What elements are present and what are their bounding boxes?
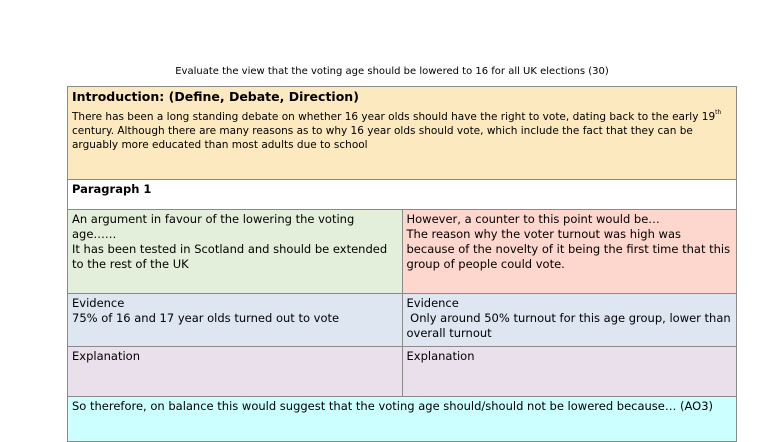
counter-text: The reason why the voter turnout was high was because of the novelty of it being the first time that this group of people could vote. <box>406 227 731 271</box>
argument-row <box>68 210 737 294</box>
introduction-heading: Introduction: (Define, Debate, Direction) <box>72 89 359 104</box>
explanation-right-label: Explanation <box>406 349 475 363</box>
evidence-left-cell <box>68 294 403 347</box>
explanation-right-cell <box>402 347 737 397</box>
argument-text: It has been tested in Scotland and should be extended to the rest of the UK <box>72 242 388 271</box>
introduction-text <box>72 110 732 152</box>
explanation-left-cell <box>68 347 403 397</box>
explanation-row <box>68 347 737 397</box>
evidence-left-label: Evidence <box>72 296 125 310</box>
introduction-cell <box>68 87 737 180</box>
introduction-row <box>68 87 737 180</box>
paragraph-heading: Paragraph 1 <box>68 180 737 210</box>
explanation-left-label: Explanation <box>72 349 140 363</box>
evidence-row <box>68 294 737 347</box>
argument-cell <box>68 210 403 294</box>
evidence-right-label: Evidence <box>406 296 459 310</box>
essay-plan-table <box>67 86 737 442</box>
evidence-right-text: Only around 50% turnout for this age group, lower than overall turnout <box>406 311 735 340</box>
argument-prompt: An argument in favour of the lowering the voting age…… <box>72 212 355 241</box>
evidence-left-text: 75% of 16 and 17 year olds turned out to vote <box>72 311 340 325</box>
page-title: Evaluate the view that the voting age should be lowered to 16 for all UK elections (30) <box>175 66 609 77</box>
counter-argument-cell <box>402 210 737 294</box>
introduction-text-part1: There has been a long standing debate on whether 16 year olds should have the right to vote, dating back to the early 19 <box>72 111 716 123</box>
introduction-text-part2: century. Although there are many reasons as to why 16 year olds should vote, which include the fact that they can be arguably more educated than most adults due to school <box>72 125 693 151</box>
paragraph-heading-row <box>68 180 737 210</box>
counter-prompt: However, a counter to this point would be… <box>406 212 660 226</box>
introduction-superscript: th <box>715 109 722 116</box>
conclusion-row <box>68 397 737 442</box>
conclusion-cell: So therefore, on balance this would suggest that the voting age should/should not be lowered because… (AO3) <box>68 397 737 442</box>
evidence-right-cell <box>402 294 737 347</box>
